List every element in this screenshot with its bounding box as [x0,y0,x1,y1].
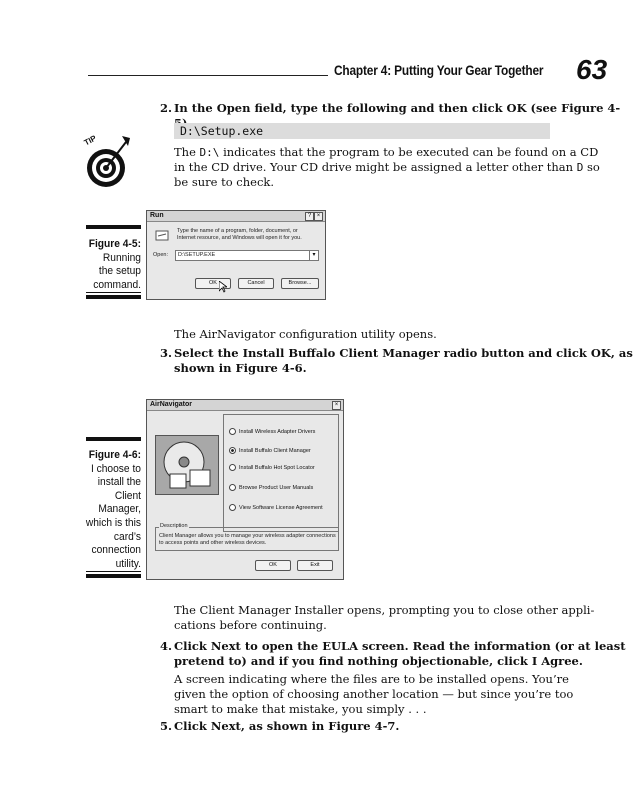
caption-line: Client [114,489,141,502]
option-label: Install Buffalo Client Manager [239,447,311,454]
figure-4-5-caption [71,238,141,292]
code-text: D:\Setup.exe [180,124,264,138]
window-title: Run [150,212,164,219]
caption-line: Manager, [98,503,141,516]
radio-icon [229,504,236,511]
option-label: Install Wireless Adapter Drivers [239,428,316,435]
radio-selected-icon [229,447,236,454]
radio-view-license[interactable] [229,504,323,512]
caption-line: card’s [113,530,141,543]
option-label: Install Buffalo Hot Spot Locator [239,464,315,471]
help-button[interactable]: ? [305,212,314,221]
caption-rule [86,571,141,572]
caption-line: install the [97,476,141,489]
caption-line: utility. [115,557,141,570]
tip-text: so [583,160,600,174]
tip-icon [84,132,134,192]
radio-install-drivers[interactable] [229,428,315,436]
radio-install-client-manager[interactable] [229,447,311,455]
paragraph-line: given the option of choosing another location — but since you’re too [174,687,574,701]
tip-line-1 [174,145,598,160]
install-location-paragraph [174,672,573,717]
step-number: 5. [160,719,173,733]
paragraph-line: The Client Manager Installer opens, prompting you to close other appli- [174,603,595,617]
figure-4-6-caption [71,449,141,571]
button-label: Browse... [288,280,312,286]
caption-bar [86,295,141,299]
tip-text: The [174,145,200,159]
window-title: AirNavigator [150,401,193,408]
page-number: 63 [576,54,608,85]
step-number: 2. [160,101,173,115]
paragraph-line: A screen indicating where the files are to be installed opens. You’re [174,672,569,686]
description-label: Description [160,523,188,529]
figure-label: Figure 4-5: [88,238,141,250]
description-box [155,523,339,551]
radio-install-hotspot[interactable] [229,464,315,472]
open-label: Open: [153,252,168,258]
cd-graphic [155,435,219,495]
option-label: View Software License Agreement [239,504,323,511]
caption-line: the setup [98,265,141,278]
cancel-button[interactable] [238,278,274,289]
button-label: Exit [310,562,320,568]
caption-bar [86,437,141,441]
description-line: to access points and other wireless devices. [159,540,267,546]
radio-icon [229,428,236,435]
radio-browse-manuals[interactable] [229,484,313,492]
caption-bar [86,225,141,229]
airnavigator-dialog [146,399,344,580]
open-field[interactable] [175,250,319,261]
run-prompt [177,228,302,242]
step-4 [160,639,626,669]
caption-rule [86,292,141,293]
browse-button[interactable] [281,278,319,289]
button-label: Cancel [247,280,265,286]
mouse-cursor-icon [219,280,227,298]
caption-line: connection [91,544,141,557]
prompt-line: Type the name of a program, folder, document, or [177,228,298,234]
prompt-line: Internet resource, and Windows will open it for you. [177,235,302,241]
tip-label: TIP [82,133,98,148]
client-manager-paragraph [174,603,594,633]
close-button[interactable]: × [314,212,323,221]
title-bar [147,400,343,411]
run-icon [155,229,169,247]
option-label: Browse Product User Manuals [239,484,314,491]
caption-bar [86,574,141,578]
step-text: pretend to) and if you find nothing objectionable, click I Agree. [174,654,583,668]
paragraph-line: smart to make that mistake, you simply . . . [174,702,427,716]
title-bar [147,211,325,222]
radio-icon [229,464,236,471]
chapter-title: Chapter 4: Putting Your Gear Together [334,63,544,78]
description-line: Client Manager allows you to manage your wireless adapter connections [159,533,336,539]
tip-text: in the CD drive. Your CD drive might be assigned a letter other than [174,160,577,174]
close-button[interactable]: × [332,401,341,410]
step-text: shown in Figure 4-6. [174,361,307,375]
tip-text: indicates that the program to be executed can be found on a CD [219,145,599,159]
ok-button[interactable] [255,560,291,571]
step-number: 4. [160,639,173,653]
step-number: 3. [160,346,173,360]
tip-line-3: be sure to check. [174,175,275,189]
airnav-paragraph: The AirNavigator configuration utility opens. [174,327,437,341]
step-5 [160,719,400,734]
step-text: Click Next, as shown in Figure 4-7. [174,719,400,733]
caption-line: command. [93,278,141,291]
figure-label: Figure 4-6: [88,449,141,461]
run-dialog [146,210,326,300]
paragraph-line: cations before continuing. [174,618,327,632]
header-rule [88,75,328,76]
description-text [159,533,336,547]
button-label: OK [269,562,277,568]
dropdown-arrow-icon[interactable]: ▾ [309,251,318,260]
step-3 [160,346,633,376]
button-label: OK [209,280,217,286]
open-value: D:\SETUP.EXE [178,252,216,258]
caption-line: I choose to [90,462,141,475]
tip-code: D [576,161,584,174]
step-text: In the Open field, type the following and then click OK (see Figure 4- [174,101,621,115]
tip-line-2 [174,160,600,175]
step-text: Select the Install Buffalo Client Manager radio button and click OK, as [174,346,633,360]
exit-button[interactable] [297,560,333,571]
caption-line: which is this [85,516,141,529]
step-text: Click Next to open the EULA screen. Read the information (or at least [174,639,626,653]
caption-line: Running [102,251,141,264]
tip-code: D:\ [199,146,220,159]
radio-icon [229,484,236,491]
